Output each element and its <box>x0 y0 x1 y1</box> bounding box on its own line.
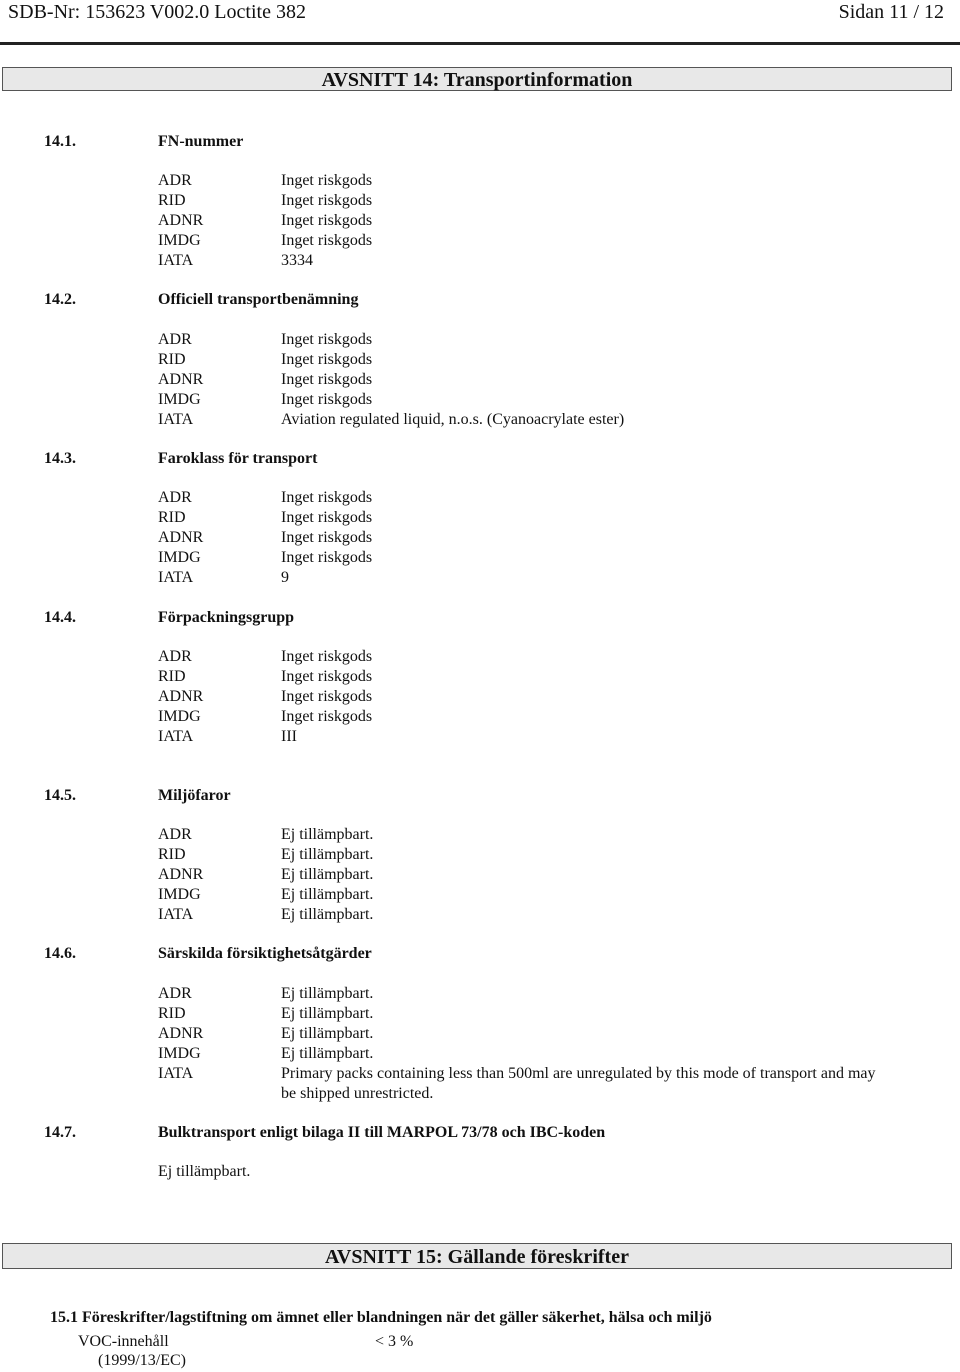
transport-value: Ej tillämpbart. <box>281 1045 374 1062</box>
voc-directive: (1999/13/EC) <box>98 1352 186 1369</box>
transport-value: 9 <box>281 569 289 586</box>
voc-label: VOC-innehåll <box>78 1333 169 1350</box>
transport-value: Inget riskgods <box>281 192 373 209</box>
transport-value: Ej tillämpbart. <box>281 826 374 843</box>
transport-mode: ADNR <box>158 371 204 388</box>
transport-mode: RID <box>158 192 186 209</box>
subsection-title: Faroklass för transport <box>158 450 318 467</box>
section-14-heading: AVSNITT 14: Transportinformation <box>2 67 952 91</box>
transport-value: Ej tillämpbart. <box>281 985 374 1002</box>
transport-value: Inget riskgods <box>281 371 373 388</box>
subsection-number: 14.4. <box>44 609 76 626</box>
subsection-number: 14.3. <box>44 450 76 467</box>
subsection-number: 14.6. <box>44 945 76 962</box>
transport-value: Ej tillämpbart. <box>281 1005 374 1022</box>
subsection-title: Officiell transportbenämning <box>158 291 359 308</box>
transport-value: 3334 <box>281 252 313 269</box>
transport-value: III <box>281 728 297 745</box>
transport-mode: IATA <box>158 569 194 586</box>
transport-value: Ej tillämpbart. <box>281 846 374 863</box>
transport-value: Aviation regulated liquid, n.o.s. (Cyanoacrylate ester) <box>281 411 625 428</box>
subsection-number: 14.5. <box>44 787 76 804</box>
transport-value: Inget riskgods <box>281 549 373 566</box>
transport-value: Inget riskgods <box>281 212 373 229</box>
transport-mode: RID <box>158 668 186 685</box>
transport-value: Inget riskgods <box>281 489 373 506</box>
transport-mode: IMDG <box>158 391 201 408</box>
subsection-number: 14.2. <box>44 291 76 308</box>
transport-mode: ADNR <box>158 529 204 546</box>
subsection-title: Bulktransport enligt bilaga II till MARPOL 73/78 och IBC-koden <box>158 1124 606 1141</box>
transport-value: Inget riskgods <box>281 688 373 705</box>
transport-mode: ADR <box>158 985 192 1002</box>
header-rule <box>0 42 960 45</box>
subsection-title: Förpackningsgrupp <box>158 609 295 626</box>
subsection-title: FN-nummer <box>158 133 244 150</box>
transport-mode: ADR <box>158 172 192 189</box>
transport-value: Ej tillämpbart. <box>281 886 374 903</box>
transport-mode: IMDG <box>158 1045 201 1062</box>
transport-value: Ej tillämpbart. <box>281 1025 374 1042</box>
transport-mode: IATA <box>158 1065 194 1082</box>
subsection-number: 14.7. <box>44 1124 76 1141</box>
transport-value: Inget riskgods <box>281 509 373 526</box>
transport-value: Ej tillämpbart. <box>281 906 374 923</box>
transport-mode: ADNR <box>158 212 204 229</box>
transport-value: Inget riskgods <box>281 232 373 249</box>
page-number: Sidan 11 / 12 <box>838 1 944 23</box>
transport-mode: IMDG <box>158 886 201 903</box>
transport-value: Primary packs containing less than 500ml are unregulated by this mode of transport and may be shipped unrestricted. <box>281 1065 876 1102</box>
transport-mode: RID <box>158 351 186 368</box>
subsection-title: 15.1 Föreskrifter/lagstiftning om ämnet eller blandningen när det gäller säkerhet, hälsa och miljö <box>50 1309 712 1326</box>
transport-value: Inget riskgods <box>281 668 373 685</box>
transport-mode: IMDG <box>158 708 201 725</box>
transport-mode: ADR <box>158 331 192 348</box>
transport-mode: ADR <box>158 489 192 506</box>
subsection-title: Särskilda försiktighetsåtgärder <box>158 945 372 962</box>
transport-value: Inget riskgods <box>281 708 373 725</box>
transport-mode: IMDG <box>158 549 201 566</box>
transport-mode: IATA <box>158 411 194 428</box>
transport-mode: RID <box>158 846 186 863</box>
transport-value: Inget riskgods <box>281 331 373 348</box>
section-15-heading: AVSNITT 15: Gällande föreskrifter <box>2 1243 952 1269</box>
transport-mode: IATA <box>158 728 194 745</box>
transport-value: Inget riskgods <box>281 529 373 546</box>
subsection-number: 14.1. <box>44 133 76 150</box>
transport-mode: ADR <box>158 826 192 843</box>
transport-mode: IMDG <box>158 232 201 249</box>
transport-mode: ADNR <box>158 688 204 705</box>
document-header-id: SDB-Nr: 153623 V002.0 Loctite 382 <box>8 1 306 23</box>
transport-value: Inget riskgods <box>281 648 373 665</box>
transport-mode: IATA <box>158 252 194 269</box>
transport-mode: IATA <box>158 906 194 923</box>
transport-mode: ADR <box>158 648 192 665</box>
transport-value: Inget riskgods <box>281 172 373 189</box>
voc-value: < 3 % <box>375 1333 414 1350</box>
transport-mode: RID <box>158 509 186 526</box>
transport-value: Ej tillämpbart. <box>281 866 374 883</box>
transport-value: Inget riskgods <box>281 391 373 408</box>
subsection-text: Ej tillämpbart. <box>158 1163 251 1180</box>
transport-mode: ADNR <box>158 866 204 883</box>
transport-value: Inget riskgods <box>281 351 373 368</box>
subsection-title: Miljöfaror <box>158 787 231 804</box>
transport-mode: ADNR <box>158 1025 204 1042</box>
transport-mode: RID <box>158 1005 186 1022</box>
